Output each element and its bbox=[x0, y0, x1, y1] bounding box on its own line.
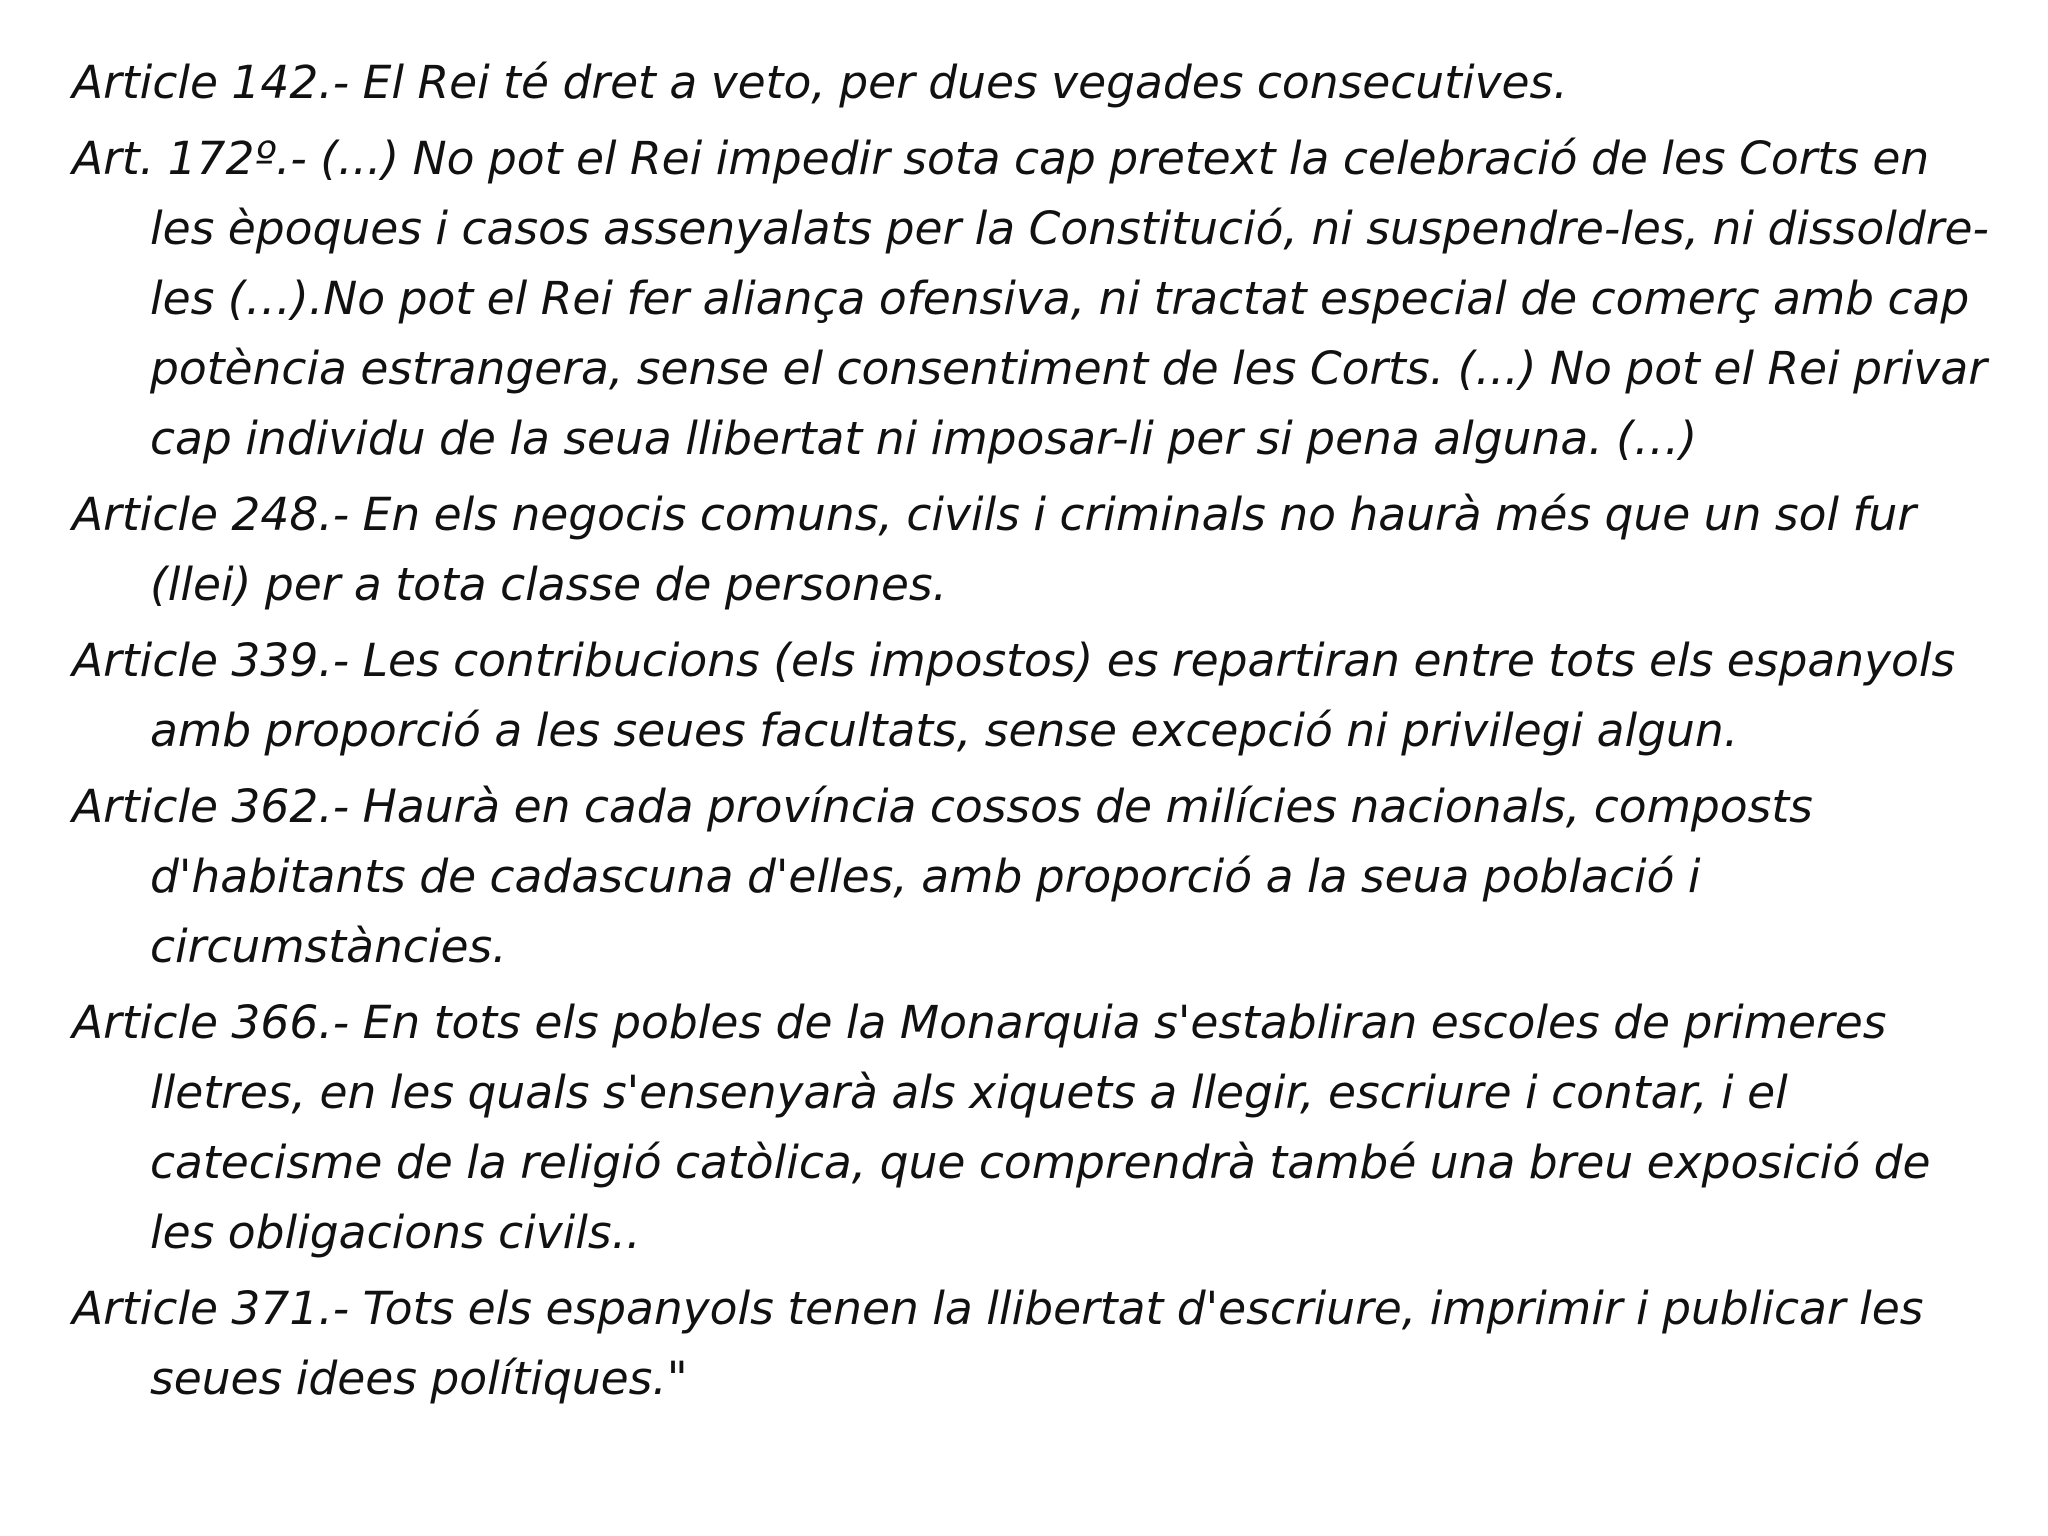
article-339: Article 339.- Les contribucions (els impostos) es repartiran entre tots els espanyols amb proporció a les seues facultats, sense excepció ni privilegi algun. bbox=[72, 634, 1956, 757]
document-body bbox=[72, 48, 2002, 1420]
article-366: Article 366.- En tots els pobles de la Monarquia s'establiran escoles de primeres lletres, en les quals s'ensenyarà als xiquets a llegir, escriure i contar, i el catecisme de la religió catòlica, que comprendrà també una breu exposició de les obligacions civils.. bbox=[72, 996, 1931, 1259]
article-142: Article 142.- El Rei té dret a veto, per dues vegades consecutives. bbox=[72, 56, 1568, 109]
article-362: Article 362.- Haurà en cada província cossos de milícies nacionals, composts d'habitants de cadascuna d'elles, amb proporció a la seua població i circumstàncies. bbox=[72, 780, 1813, 973]
article-172: Art. 172º.- (...) No pot el Rei impedir sota cap pretext la celebració de les Corts en les èpoques i casos assenyalats per la Constitució, ni suspendre-les, ni dissoldre-les (…).No pot el Rei fer aliança ofensiva, ni tractat especial de comerç amb cap potència estrangera, sense el consentiment de les Corts. (...) No pot el Rei privar cap individu de la seua llibertat ni imposar-li per si pena alguna. (…) bbox=[72, 132, 1989, 465]
article-248: Article 248.- En els negocis comuns, civils i criminals no haurà més que un sol fur (llei) per a tota classe de persones. bbox=[72, 488, 1917, 611]
article-371: Article 371.- Tots els espanyols tenen la llibertat d'escriure, imprimir i publicar les seues idees polítiques." bbox=[72, 1282, 1924, 1405]
